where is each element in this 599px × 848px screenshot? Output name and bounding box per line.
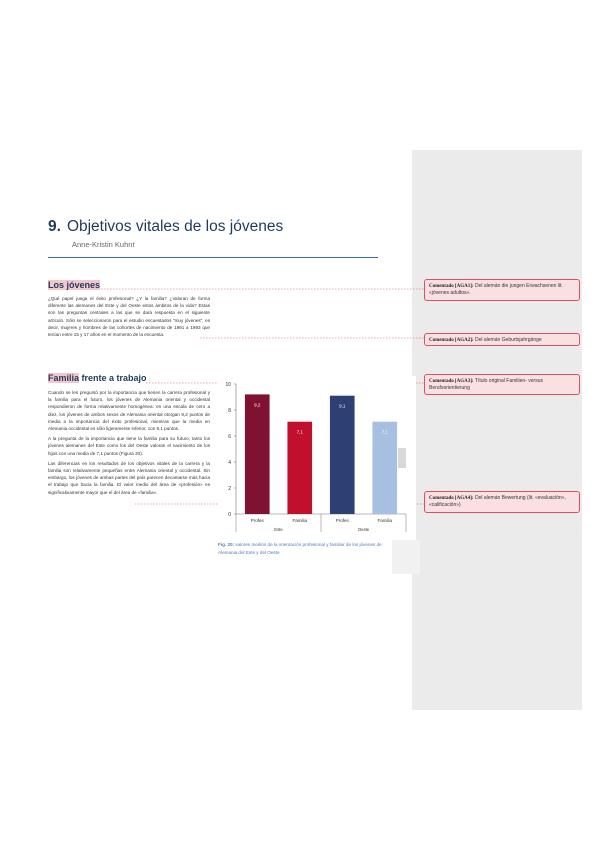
bar: [372, 422, 397, 514]
x-tick-label: Profes: [250, 518, 264, 523]
y-tick-label: 4: [228, 459, 231, 466]
bar: [330, 396, 355, 514]
comment-label: Comentado [AGA2]:: [429, 338, 474, 343]
bar-value-label: 9,1: [339, 403, 346, 409]
scroll-thumb[interactable]: [398, 448, 406, 468]
section2-paragraph-3: Las diferencias en los resultados de los objetivos vitales de la carrera y la familia son relativamente pequeñas entre Alemania oriental y occidental. Sin embargo, los jóvenes de ambas partes del país parecen decantarse más hacia el trabajo que hacia la familia. El valor medio del área de «profesión» es significativamente mayor que el del área de «familia».: [48, 460, 210, 495]
x-tick-label: Profes: [335, 518, 349, 523]
x-tick-label: Familia: [292, 518, 308, 523]
figure-caption-text: valores medios de la orientación profesional y familiar de los jóvenes de Alemania del Este y del Oeste: [218, 542, 382, 555]
comment-text: Título original Familien- versus Berufsorientierung: [429, 378, 543, 391]
chapter-number: 9.: [48, 218, 61, 235]
section2-heading: [48, 373, 147, 383]
comment-aga1[interactable]: [424, 279, 580, 301]
y-tick-label: 8: [228, 407, 231, 414]
group-label: Oeste: [357, 527, 370, 532]
bar-value-label: 7,1: [381, 429, 388, 435]
chart-shadow: [392, 540, 420, 574]
comment-label: Comentado [AGA1]:: [429, 284, 474, 289]
comment-aga4[interactable]: [424, 491, 580, 513]
comment-text: Del alemán Geburtsjahrgänge: [474, 337, 542, 343]
bar-value-label: 7,1: [296, 429, 303, 435]
bar: [245, 394, 270, 514]
y-tick-label: 10: [225, 381, 231, 388]
comment-label: Comentado [AGA3]:: [429, 379, 474, 384]
x-tick-label: Familia: [377, 518, 393, 523]
section2-body: [48, 389, 210, 499]
section2-paragraph-1: Cuando se les preguntó por la importancia que tienen la carrera profesional y la familia para el futuro, los jóvenes de Alemania oriental y occidental respondieron de forma relativamente homogénea: en una escala de cero a diez, los jóvenes de ambos sexos de Alemania oriental otorgan 9,2 puntos de media a la importancia del éxito profesional, mientras que la media en Alemania occidental es sólo ligeramente inferior, con 9,1 puntos.: [48, 390, 210, 432]
y-tick-label: 0: [228, 511, 231, 518]
bar-chart: [218, 376, 416, 540]
figure-caption: [218, 541, 393, 557]
group-label: Este: [274, 527, 283, 532]
y-tick-label: 2: [228, 485, 231, 492]
chapter-title: [48, 218, 283, 236]
section1-heading: [48, 280, 100, 290]
section2-heading-highlight: Familia: [48, 373, 80, 383]
bar: [287, 422, 312, 514]
chapter-title-text: Objetivos vitales de los jóvenes: [66, 218, 284, 235]
figure-caption-prefix: Fig. 20:: [218, 542, 235, 547]
title-rule: [48, 257, 378, 258]
section1-paragraph: ¿Qué papel juega el éxito profesional? ¿Y la familia? ¿Valoran de forma diferente las alemanes del Este y del Oeste estos ámbitos de la vida? Estas son las preguntas centrales a las que se dará respuesta en el siguiente artículo. Sólo se seleccionaron para el estudio encuestados "muy jóvenes", es decir, mujeres y hombres de las cohortes de nacimiento de 1991 a 1993 que tenían entre 15 y 17 años en el momento de la encuesta.: [48, 296, 210, 338]
y-tick-label: 6: [228, 433, 231, 440]
section1-heading-text: Los jóvenes: [48, 280, 101, 290]
comment-text: Del alemán die jungen Erwachsenen lit. «jóvenes adultos».: [429, 283, 563, 296]
section2-paragraph-2: A la pregunta de la importancia que tiene la familia para su futuro, tanto los jóvenes alemanes del Este como los del Oeste valoran el nacimiento de los hijos con una media de 7,1 puntos (Figura 20).: [48, 436, 210, 456]
comment-text: Del alemán Bewertung (lit. «evaluación», «calificación»): [429, 495, 566, 508]
bar-chart-svg: [218, 376, 416, 540]
comment-aga2[interactable]: [424, 333, 580, 346]
author-name: Anne-Kristin Kuhnt: [72, 240, 135, 249]
section2-heading-rest: frente a trabajo: [79, 373, 147, 383]
comment-label: Comentado [AGA4]:: [429, 496, 474, 501]
comment-aga3[interactable]: [424, 374, 580, 395]
bar-value-label: 9,2: [254, 402, 261, 408]
